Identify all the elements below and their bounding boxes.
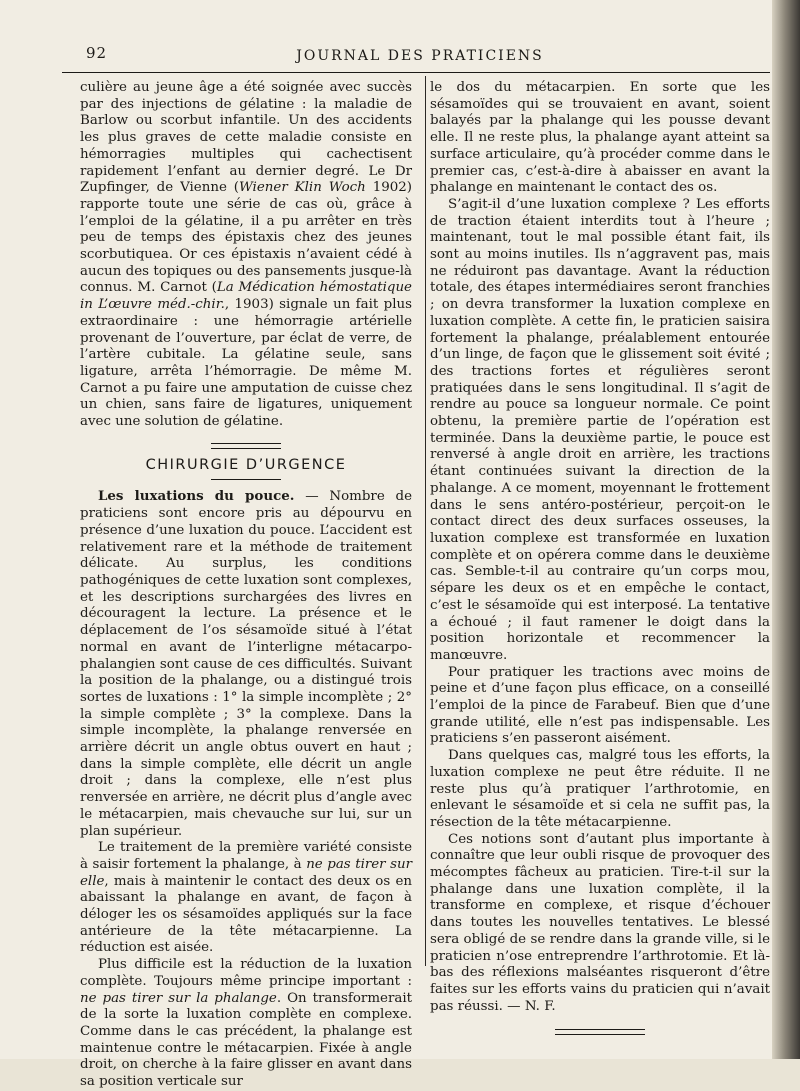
- running-head: JOURNAL DES PRATICIENS: [296, 48, 544, 64]
- citation-carnot: La Médication hémostatique in L’œuvre méd.-chir.: [80, 280, 412, 313]
- paragraph-luxations-intro: [80, 488, 412, 840]
- section-separator: [211, 443, 281, 449]
- paragraph-gelatine: [80, 80, 412, 431]
- header-rule: [62, 72, 770, 73]
- text-run: — Nombre de praticiens sont encore pris au dépourvu en présence d’une luxation du pouce. L’accident est relativement rare et la méthode de traitement délicate. Au surplus, les conditions pathogéniques de cette luxation sont complexes, et les descriptions surchargées des livres en découragent la lecture. La présence et le déplacement de l’os sésamoïde situé à l’état normal en avant de l’interligne métacarpo-phalangien sont cause de ces difficultés. Suivant la position de la phalange, ou a distingué trois sortes de luxations : 1° la simple incomplète ; 2° la simple complète ; 3° la complexe. Dans la simple incomplète, la phalange renversée en arrière décrit un angle obtus ouvert en haut ; dans la simple complète, elle décrit un angle droit ; dans la complexe, elle n’est plus renversée en arrière, ne décrit plus d’angle avec le métacarpien, mais chevauche sur lui, sur un plan supérieur.: [80, 489, 413, 839]
- paragraph-conclusion: Ces notions sont d’autant plus importante à connaître que leur oubli risque de provoquer des mécomptes fâcheux au praticien. Tire-t-il sur la phalange dans une luxation complète, il la transforme en complexe, et risque d’échouer dans toutes les nouvelles tentatives. Le blessé sera obligé de se rendre dans la grande ville, si le praticien n’ose entreprendre l’arthrotomie. Et là-bas des réflexions malséantes risqueront d’être faites sur les efforts vains du praticien qui n’avait pas réussi. — N. F.: [430, 831, 770, 1014]
- left-column: [80, 80, 412, 1091]
- emphasis: ne pas tirer sur la phalange: [80, 990, 277, 1006]
- column-divider: [425, 76, 426, 966]
- text-run: , 1903) signale un fait plus extraordinaire : une hémorragie artérielle provenant de l’ouverture, par éclat de verre, de l’artère cubitale. La gélatine seule, sans ligature, arrêta l’hémorragie. De même M. Carnot a pu faire une amputation de cuisse chez un chien, sans faire de ligatures, uniquement avec une solution de gélatine.: [80, 297, 412, 430]
- end-separator: [555, 1029, 645, 1035]
- text-run: Plus difficile est la réduction de la luxation complète. Toujours même principe important :: [80, 957, 412, 989]
- section-title: CHIRURGIE D’URGENCE: [145, 456, 347, 473]
- text-run: . On transformerait de la sorte la luxation complète en complexe. Comme dans le cas précédent, la phalange est maintenue contre le métacarpien. Fixée à angle droit, on cherche à la faire glisser en avant dans sa position verticale sur: [80, 990, 412, 1090]
- paragraph-first-variety: [80, 840, 412, 957]
- text-run: , mais à maintenir le contact des deux os en abaissant la phalange en avant, de façon à déloger les os sésamoïdes appliqués sur la face antérieure de la tête métacarpienne. La réduction est aisée.: [80, 873, 412, 956]
- paragraph-continuation: le dos du métacarpien. En sorte que les sésamoïdes qui se trouvaient en avant, soient balayés par la phalange qui les pousse devant elle. Il ne reste plus, la phalange ayant atteint sa surface articulaire, qu’à procéder comme dans le premier cas, c’est-à-dire à abaisser en avant la phalange en maintenant le contact des os.: [430, 80, 770, 196]
- paragraph-arthrotomy: Dans quelques cas, malgré tous les efforts, la luxation complexe ne peut être réduite. Il ne reste plus qu’à pratiquer l’arthrotomie, en enlevant le sésamoïde et si cela ne suffit pas, la résection de la tête métacarpienne.: [430, 748, 770, 830]
- paragraph-farabeuf: Pour pratiquer les tractions avec moins de peine et d’une façon plus efficace, on a conseillé l’emploi de la pince de Farabeuf. Bien que d’une grande utilité, elle n’est pas indispensable. Les praticiens s’en passeront aisément.: [430, 664, 770, 747]
- article-lead: Les luxations du pouce.: [98, 488, 295, 505]
- page-binding-shadow: [772, 0, 800, 1059]
- title-underline: [211, 479, 281, 480]
- text-run: culière au jeune âge a été soignée avec succès par des injections de gélatine : la maladie de Barlow ou scorbut infantile. Un des accidents les plus graves de cette maladie consiste en hémorragies multiples qui cachectisent rapidement l’enfant au dernier degré. Le Dr Zupfinger, de Vienne (: [80, 80, 412, 196]
- emphasis: ne pas tirer sur elle: [80, 856, 412, 889]
- paragraph-complex-luxation: S’agit-il d’une luxation complexe ? Les efforts de traction étaient interdits tout à l’heure ; maintenant, tout le mal possible étant fait, ils sont au moins inutiles. Ils n’aggravent pas, mais ne réduiront pas davantage. Avant la réduction totale, des étapes intermédiaires seront franchies ; on devra transformer la luxation complexe en luxation complète. A cette fin, le praticien saisira fortement la phalange, préalablement entourée d’un linge, de façon que le glissement soit évité ; des tractions fortes et régulières seront pratiquées dans le sens longitudinal. Il s’agit de rendre au pouce sa longueur normale. Ce point obtenu, la première partie de l’opération est terminée. Dans la deuxième partie, le pouce est renversé à angle droit en arrière, les tractions étant continuées suivant la direction de la phalange. A ce moment, moyennant le frottement dans le sens antéro-postérieur, perçoit-on le contact direct des deux surfaces osseuses, la luxation complexe est transformée en luxation complète et on opérera comme dans le deuxième cas. Semble-t-il au contraire qu’un corps mou, sépare les deux os et en empêche le contact, c’est le sésamoïde qui est interposé. La tentative a échoué ; il faut ramener le doigt dans la position horizontale et recommencer la manœuvre.: [430, 196, 770, 663]
- right-column: [430, 80, 770, 1035]
- text-run: Le traitement de la première variété consiste à saisir fortement la phalange, à: [80, 840, 412, 872]
- page-number: 92: [86, 44, 108, 62]
- citation-wiener: Wiener Klin Woch: [239, 180, 366, 196]
- text-run: 1902) rapporte toute une série de cas où, grâce à l’emploi de la gélatine, il a pu arrêter en très peu de temps des épistaxis chez des jeunes scorbutiquea. Or ces épistaxis n’avaient cédé à aucun des topiques ou des pansements jusque-là connus. M. Carnot (: [80, 180, 412, 296]
- paragraph-complete-luxation: [80, 957, 412, 1091]
